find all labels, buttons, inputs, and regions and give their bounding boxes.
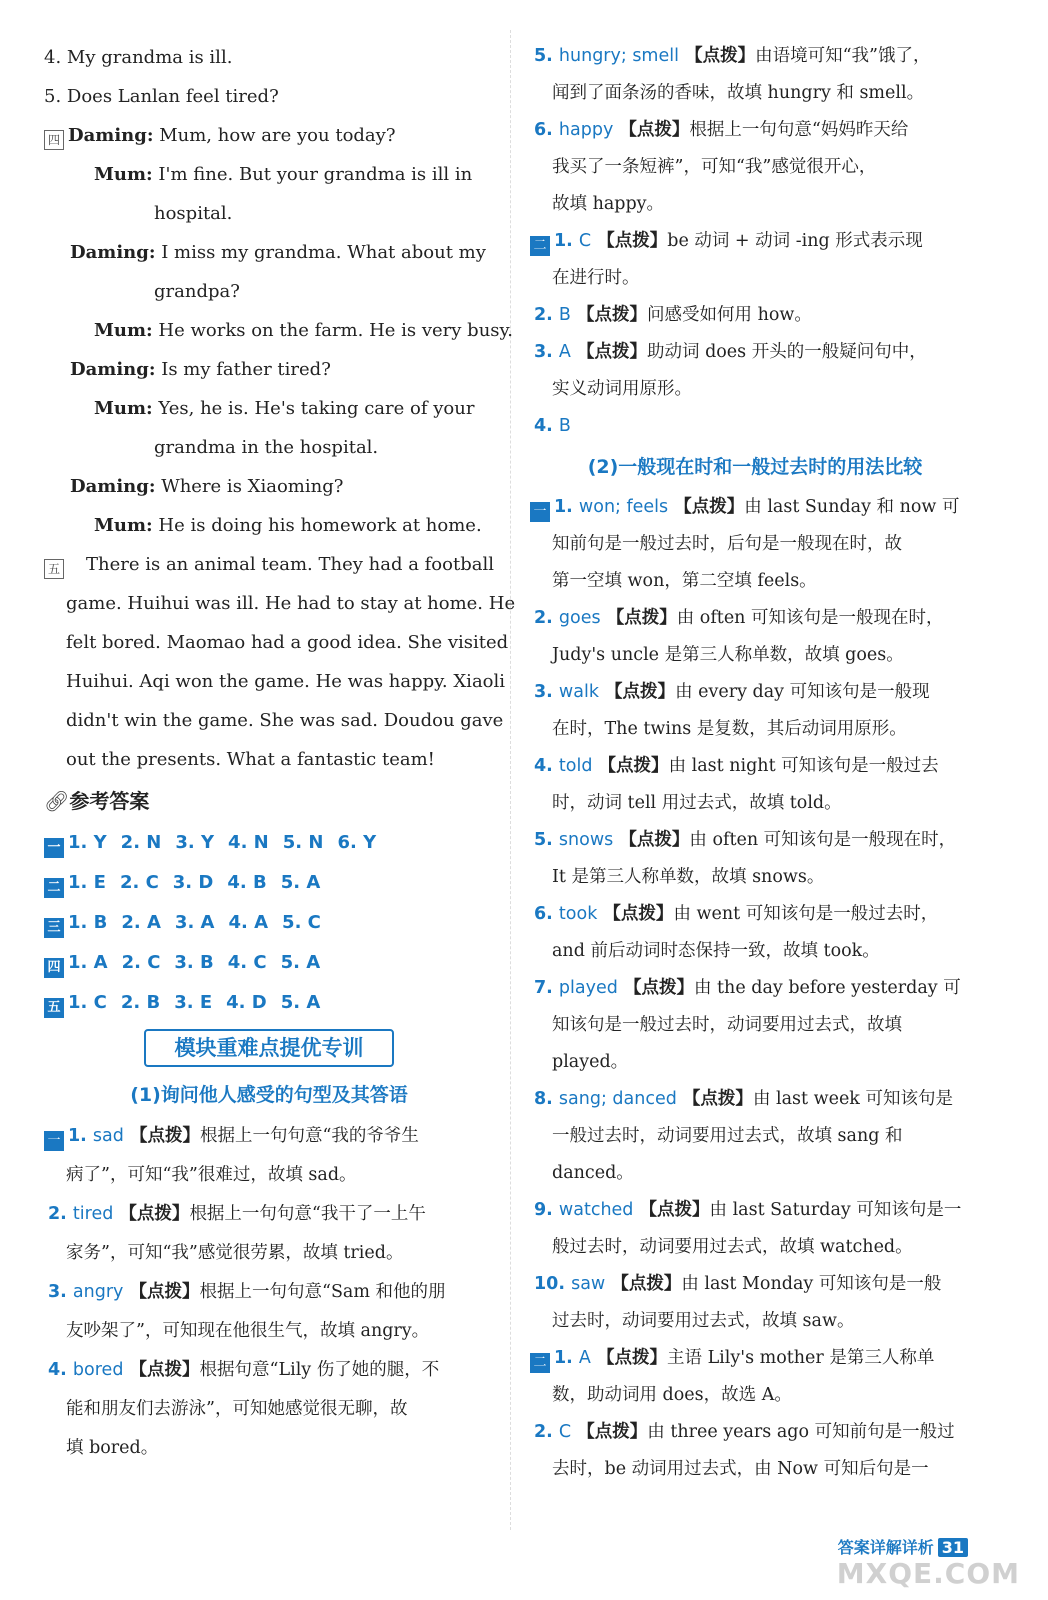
item-answer: C <box>558 1422 572 1442</box>
hint-text: 由 last night 可知该句是一般过去 <box>668 756 939 776</box>
item-answer: bored <box>72 1360 124 1380</box>
item-number: 3. <box>534 682 559 702</box>
item-number: 2. <box>48 1204 73 1224</box>
dialog-section <box>44 116 514 545</box>
answer-item: 3. A <box>174 912 215 933</box>
hint-text: 根据上一句句意“我的爷爷生 <box>199 1126 419 1146</box>
speaker: Daming: <box>70 359 156 380</box>
hint-continuation: 般过去时，动词要用过去式，故填 watched。 <box>552 1237 913 1257</box>
answer-item: 5. A <box>280 952 321 973</box>
answer-item: 2. C <box>119 872 159 893</box>
dialog-text: grandpa? <box>154 281 240 302</box>
item-answer: walk <box>558 682 599 702</box>
hint-continuation: 闻到了面条汤的香味，故填 hungry 和 smell。 <box>552 83 925 103</box>
hint-tag: 【点拨】 <box>123 1126 200 1146</box>
answer-item: 5. N <box>282 832 324 853</box>
hint-tag: 【点拨】 <box>570 342 647 362</box>
hint-tag: 【点拨】 <box>617 978 694 998</box>
answer-explanation <box>44 1117 494 1156</box>
hint-continuation: 知前句是一般过去时，后句是一般现在时，故 <box>552 534 902 554</box>
speaker: Mum: <box>94 515 153 536</box>
hint-text: 根据上一句句意“Sam 和他的朋 <box>199 1282 446 1302</box>
item-number: 4. <box>48 1360 73 1380</box>
section-box-5: 五 <box>44 559 64 579</box>
hint-text: 助动词 does 开头的一般疑问句中， <box>647 342 927 362</box>
item-number: 6. <box>534 120 559 140</box>
answer-explanation <box>530 489 980 526</box>
answer-item: 5. A <box>280 992 321 1013</box>
item-answer: snows <box>558 830 614 850</box>
hint-continuation: 故填 happy。 <box>552 194 665 214</box>
hint-text: 由语境可知“我”饿了， <box>755 46 931 66</box>
item-number: 8. <box>534 1089 559 1109</box>
dialog-line <box>44 116 494 155</box>
answer-item: 4. N <box>228 832 269 853</box>
hint-continuation: played。 <box>552 1052 629 1072</box>
hint-continuation: Judy's uncle 是第三人称单数，故填 goes。 <box>552 645 904 665</box>
answer-row <box>44 823 494 863</box>
answer-item: 1. A <box>68 952 108 973</box>
answer-explanation <box>530 1340 980 1377</box>
section-1-items <box>44 1117 494 1468</box>
dialog-line <box>44 428 494 467</box>
hint-continuation: 数，助动词用 does，故选 A。 <box>552 1385 792 1405</box>
speaker: Mum: <box>94 398 153 419</box>
passage-text: There is an animal team. They had a football <box>86 554 494 575</box>
item-number: 3. <box>534 342 559 362</box>
section-box: 二 <box>530 1353 550 1373</box>
dialog-text: Mum, how are you today? <box>153 125 396 146</box>
dialog-text: hospital. <box>154 203 233 224</box>
hint-tag: 【点拨】 <box>123 1282 200 1302</box>
hint-text: 问感受如何用 how。 <box>647 305 812 325</box>
dialog-text: I miss my grandma. What about my <box>155 242 486 263</box>
passage-text: out the presents. What a fantastic team! <box>66 749 435 770</box>
answer-explanation <box>530 970 980 1007</box>
answer-item: 1. B <box>68 912 108 933</box>
hint-continuation: 一般过去时，动词要用过去式，故填 sang 和 <box>552 1126 903 1146</box>
question-5: 5. Does Lanlan feel tired? <box>44 86 279 107</box>
passage-text: game. Huihui was ill. He had to stay at home. He <box>66 593 516 614</box>
item-number: 3. <box>48 1282 73 1302</box>
hint-continuation: 家务”，可知“我”感觉很劳累，故填 tried。 <box>66 1243 404 1263</box>
section-box: 一 <box>530 502 550 522</box>
hint-text: 根据句意“Lily 伤了她的腿，不 <box>199 1360 440 1380</box>
hint-tag: 【点拨】 <box>570 305 648 325</box>
item-number: 4. <box>534 416 559 436</box>
dialog-line <box>44 194 494 233</box>
hint-tag: 【点拨】 <box>600 608 677 628</box>
answer-row <box>44 943 494 983</box>
page-footer <box>838 1535 968 1558</box>
item-number: 1. <box>68 1126 93 1146</box>
hint-continuation: 能和朋友们去游泳”，可知她感觉很无聊，故 <box>66 1399 408 1419</box>
answer-explanation <box>530 822 980 859</box>
item-number: 4. <box>534 756 559 776</box>
speaker: Daming: <box>70 476 156 497</box>
hint-text: 由 often 可知该句是一般现在时， <box>676 608 944 628</box>
hint-text: 由 last Monday 可知该句是一般 <box>681 1274 942 1294</box>
item-number: 1. <box>554 497 579 517</box>
answer-explanation <box>530 600 980 637</box>
passage-text: felt bored. Maomao had a good idea. She visited <box>66 632 509 653</box>
speaker: Daming: <box>68 125 154 146</box>
item-answer: angry <box>72 1282 124 1302</box>
item-answer: B <box>558 305 571 325</box>
passage-line <box>44 701 504 740</box>
item-answer: A <box>578 1348 591 1368</box>
item-answer: hungry; smell <box>558 46 679 66</box>
dialog-line <box>44 272 494 311</box>
answer-item: 4. A <box>228 912 269 933</box>
item-answer: played <box>558 978 618 998</box>
hint-text: 由 last week 可知该句是 <box>752 1089 953 1109</box>
answer-item: 5. C <box>282 912 321 933</box>
section-2-items <box>530 489 980 1488</box>
section-box: 二 <box>530 236 550 256</box>
answer-item: 4. C <box>227 952 267 973</box>
hint-tag: 【点拨】 <box>591 231 668 251</box>
answer-item: 5. A <box>280 872 321 893</box>
hint-text: be 动词 + 动词 -ing 形式表示现 <box>667 231 923 251</box>
answer-item: 6. Y <box>337 832 377 853</box>
hint-continuation: danced。 <box>552 1163 634 1183</box>
hint-tag: 【点拨】 <box>613 120 690 140</box>
hint-continuation: 在时，The twins 是复数，其后动词用原形。 <box>552 719 907 739</box>
answer-item: 4. B <box>227 872 267 893</box>
answer-row <box>44 863 494 903</box>
passage-text: didn't win the game. She was sad. Doudou gave <box>66 710 504 731</box>
item-number: 1. <box>554 1348 579 1368</box>
dialog-line <box>44 389 494 428</box>
hint-continuation: 知该句是一般过去时，动词要用过去式，故填 <box>552 1015 902 1035</box>
dialog-line <box>44 467 494 506</box>
item-answer: saw <box>571 1274 606 1294</box>
answer-explanation <box>530 748 980 785</box>
passage-line <box>44 740 494 779</box>
section-box: 一 <box>44 838 64 858</box>
answer-explanation <box>530 1414 980 1451</box>
hint-tag: 【点拨】 <box>592 756 669 776</box>
hint-text: 由 the day before yesterday 可 <box>693 978 961 998</box>
answer-item: 3. E <box>174 992 213 1013</box>
item-number: 5. <box>534 830 559 850</box>
hint-text: 由 last Saturday 可知该句是一 <box>709 1200 962 1220</box>
answer-item: 3. Y <box>175 832 215 853</box>
hint-continuation: 实义动词用原形。 <box>552 379 692 399</box>
hint-continuation: 友吵架了”，可知现在他很生气，故填 angry。 <box>66 1321 430 1341</box>
hint-text: 由 every day 可知该句是一般现 <box>675 682 930 702</box>
hint-tag: 【点拨】 <box>613 830 690 850</box>
passage-section <box>44 545 516 779</box>
question-4: 4. My grandma is ill. <box>44 47 233 68</box>
item-number: 1. <box>554 231 579 251</box>
answer-explanation <box>530 297 980 334</box>
answer-item: 3. D <box>172 872 214 893</box>
left-column <box>44 38 516 1468</box>
answer-explanation <box>530 1192 980 1229</box>
item-number: 2. <box>534 305 559 325</box>
item-answer: A <box>558 342 571 362</box>
hint-tag: 【点拨】 <box>678 46 756 66</box>
section-box: 二 <box>44 878 64 898</box>
hint-text: 由 three years ago 可知前句是一般过 <box>647 1422 955 1442</box>
answer-item: 2. C <box>121 952 161 973</box>
section-box: 一 <box>44 1131 64 1151</box>
hint-text: 根据上一句句意“我干了一上午 <box>189 1204 426 1224</box>
answer-explanation <box>530 334 980 371</box>
hint-continuation: 去时，be 动词用过去式，由 Now 可知后句是一 <box>552 1459 929 1479</box>
dialog-line <box>44 506 494 545</box>
answer-explanation <box>530 896 980 933</box>
hint-continuation: and 前后动词时态保持一致，故填 took。 <box>552 941 880 961</box>
item-number: 7. <box>534 978 559 998</box>
answer-explanation <box>530 38 980 75</box>
answer-explanation <box>530 1266 980 1303</box>
section-box: 三 <box>44 918 64 938</box>
answer-item: 2. A <box>121 912 161 933</box>
hint-text: 由 last Sunday 和 now 可 <box>744 497 960 517</box>
reference-answers-heading: 🔗︎参考答案 <box>44 789 150 813</box>
right-top-items <box>530 38 980 445</box>
hint-continuation: It 是第三人称单数，故填 snows。 <box>552 867 825 887</box>
hint-tag: 【点拨】 <box>113 1204 190 1224</box>
answer-explanation <box>530 674 980 711</box>
watermark: MXQE.COM <box>836 1557 1020 1590</box>
answer-item: 4. D <box>226 992 267 1013</box>
answer-row <box>44 983 494 1023</box>
hint-tag: 【点拨】 <box>668 497 745 517</box>
passage-text: Huihui. Aqi won the game. He was happy. Xiaoli <box>66 671 506 692</box>
footer-label: 答案详解详析 <box>837 1538 934 1557</box>
hint-continuation: 填 bored。 <box>66 1438 159 1458</box>
item-number: 9. <box>534 1200 559 1220</box>
passage-line <box>44 623 509 662</box>
speaker: Daming: <box>70 242 156 263</box>
dialog-text: Yes, he is. He's taking care of your <box>152 398 475 419</box>
hint-text: 主语 Lily's mother 是第三人称单 <box>667 1348 935 1368</box>
dialog-line <box>44 233 494 272</box>
page-number: 31 <box>938 1538 968 1557</box>
item-answer: happy <box>558 120 614 140</box>
item-number: 10. <box>534 1274 572 1294</box>
answer-item: 1. E <box>68 872 106 893</box>
hint-tag: 【点拨】 <box>123 1360 200 1380</box>
item-answer: tired <box>72 1204 114 1224</box>
hint-tag: 【点拨】 <box>597 904 674 924</box>
answer-item: 3. B <box>174 952 214 973</box>
section-1-title: (1)询问他人感受的句型及其答语 <box>130 1084 408 1106</box>
answer-explanation <box>44 1351 494 1390</box>
dialog-text: Is my father tired? <box>155 359 331 380</box>
item-number: 2. <box>534 608 559 628</box>
item-answer: B <box>558 416 571 436</box>
item-number: 2. <box>534 1422 559 1442</box>
passage-line <box>44 662 506 701</box>
speaker: Mum: <box>94 164 153 185</box>
section-box: 四 <box>44 958 64 978</box>
answer-item: 2. B <box>120 992 161 1013</box>
item-answer: told <box>558 756 593 776</box>
answer-item: 1. C <box>68 992 107 1013</box>
hint-text: 根据上一句句意“妈妈昨天给 <box>689 120 909 140</box>
hint-continuation: 过去时，动词要用过去式，故填 saw。 <box>552 1311 855 1331</box>
answer-row <box>44 903 494 943</box>
item-number: 6. <box>534 904 559 924</box>
module-title: 模块重难点提优专训 <box>144 1029 394 1067</box>
item-answer: C <box>578 231 592 251</box>
hint-text: 由 often 可知该句是一般现在时， <box>689 830 957 850</box>
item-answer: watched <box>558 1200 634 1220</box>
hint-continuation: 第一空填 won，第二空填 feels。 <box>552 571 817 591</box>
answer-explanation <box>530 223 980 260</box>
answer-explanation <box>530 112 980 149</box>
item-answer: took <box>558 904 598 924</box>
answer-explanation <box>530 408 980 445</box>
hint-tag: 【点拨】 <box>590 1348 667 1368</box>
hint-tag: 【点拨】 <box>571 1422 648 1442</box>
hint-tag: 【点拨】 <box>605 1274 682 1294</box>
item-number: 5. <box>534 46 559 66</box>
hint-continuation: 在进行时。 <box>552 268 640 288</box>
answer-key <box>44 823 494 1023</box>
dialog-text: grandma in the hospital. <box>154 437 379 458</box>
right-column <box>530 38 980 1488</box>
hint-tag: 【点拨】 <box>676 1089 753 1109</box>
answer-explanation <box>44 1273 494 1312</box>
column-divider <box>510 30 511 1530</box>
answer-explanation <box>44 1195 494 1234</box>
speaker: Mum: <box>94 320 153 341</box>
passage-line <box>44 584 516 623</box>
item-answer: sad <box>92 1126 124 1146</box>
dialog-text: He is doing his homework at home. <box>152 515 482 536</box>
dialog-line <box>44 350 494 389</box>
hint-continuation: 我买了一条短裤”，可知“我”感觉很开心， <box>552 157 877 177</box>
dialog-text: I'm fine. But your grandma is ill in <box>152 164 473 185</box>
hint-text: 由 went 可知该句是一般过去时， <box>673 904 939 924</box>
section-box-4: 四 <box>44 130 64 150</box>
section-2-title: (2)一般现在时和一般过去时的用法比较 <box>587 456 923 478</box>
dialog-text: He works on the farm. He is very busy. <box>152 320 514 341</box>
item-answer: won; feels <box>578 497 669 517</box>
link-icon: 🔗︎ <box>44 789 70 813</box>
answer-explanation <box>530 1081 980 1118</box>
item-answer: goes <box>558 608 601 628</box>
item-answer: sang; danced <box>558 1089 677 1109</box>
dialog-line <box>44 311 514 350</box>
dialog-text: Where is Xiaoming? <box>155 476 344 497</box>
passage-line <box>44 545 494 584</box>
hint-continuation: 病了”，可知“我”很难过，故填 sad。 <box>66 1165 357 1185</box>
section-box: 五 <box>44 998 64 1018</box>
answer-item: 1. Y <box>68 832 107 853</box>
hint-tag: 【点拨】 <box>633 1200 710 1220</box>
dialog-line <box>44 155 494 194</box>
answer-item: 2. N <box>120 832 162 853</box>
hint-tag: 【点拨】 <box>598 682 676 702</box>
hint-continuation: 时，动词 tell 用过去式，故填 told。 <box>552 793 842 813</box>
